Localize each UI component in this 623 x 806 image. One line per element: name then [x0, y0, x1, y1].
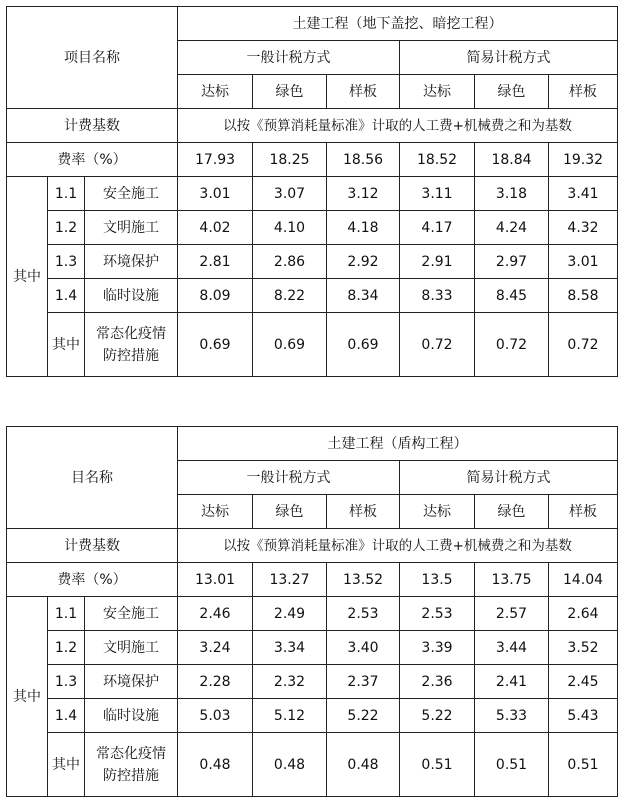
simple-tax-header: 简易计税方式	[400, 41, 618, 75]
item-value: 4.17	[400, 211, 475, 245]
rate-value: 13.75	[475, 563, 549, 597]
item-value: 2.49	[253, 597, 327, 631]
sub-item-value: 0.51	[400, 733, 475, 797]
item-name: 环境保护	[85, 245, 178, 279]
sub-item-value: 0.72	[475, 313, 549, 377]
base-text: 以按《预算消耗量标准》计取的人工费+机械费之和为基数	[178, 529, 618, 563]
group-label: 其中	[7, 597, 48, 797]
item-value: 4.10	[253, 211, 327, 245]
item-number: 1.4	[48, 699, 85, 733]
rate-value: 19.32	[549, 143, 618, 177]
item-value: 2.45	[549, 665, 618, 699]
sub-item-name-line2: 防控措施	[103, 767, 159, 784]
item-value: 8.22	[253, 279, 327, 313]
item-value: 2.57	[475, 597, 549, 631]
item-number: 1.2	[48, 211, 85, 245]
rate-value: 18.56	[327, 143, 400, 177]
item-name: 环境保护	[85, 665, 178, 699]
item-name: 安全施工	[85, 177, 178, 211]
item-value: 5.33	[475, 699, 549, 733]
item-value: 3.07	[253, 177, 327, 211]
engineering-header: 土建工程（地下盖挖、暗挖工程）	[178, 7, 618, 41]
item-value: 2.46	[178, 597, 253, 631]
item-value: 5.03	[178, 699, 253, 733]
level-header: 达标	[400, 75, 475, 109]
rate-label: 费率（%）	[7, 143, 178, 177]
level-header: 达标	[178, 75, 253, 109]
item-value: 2.64	[549, 597, 618, 631]
item-value: 3.01	[178, 177, 253, 211]
item-value: 2.32	[253, 665, 327, 699]
item-value: 2.97	[475, 245, 549, 279]
item-value: 2.91	[400, 245, 475, 279]
base-text: 以按《预算消耗量标准》计取的人工费+机械费之和为基数	[178, 109, 618, 143]
item-name: 文明施工	[85, 631, 178, 665]
rate-value: 18.52	[400, 143, 475, 177]
item-value: 3.24	[178, 631, 253, 665]
simple-tax-header: 简易计税方式	[400, 461, 618, 495]
item-value: 3.40	[327, 631, 400, 665]
item-number: 1.2	[48, 631, 85, 665]
item-value: 5.43	[549, 699, 618, 733]
level-header: 样板	[327, 75, 400, 109]
item-value: 4.24	[475, 211, 549, 245]
level-header: 绿色	[475, 495, 549, 529]
level-header: 样板	[549, 75, 618, 109]
item-value: 8.33	[400, 279, 475, 313]
item-name: 安全施工	[85, 597, 178, 631]
sub-group-label: 其中	[48, 313, 85, 377]
group-label: 其中	[7, 177, 48, 377]
item-value: 2.36	[400, 665, 475, 699]
item-value: 2.28	[178, 665, 253, 699]
item-name: 文明施工	[85, 211, 178, 245]
item-value: 2.92	[327, 245, 400, 279]
sub-item-value: 0.72	[400, 313, 475, 377]
item-value: 3.11	[400, 177, 475, 211]
item-name: 临时设施	[85, 699, 178, 733]
sub-item-value: 0.69	[327, 313, 400, 377]
level-header: 绿色	[475, 75, 549, 109]
item-value: 2.53	[327, 597, 400, 631]
sub-item-name	[85, 733, 178, 797]
item-value: 3.34	[253, 631, 327, 665]
sub-item-name-line1: 常态化疫情	[96, 325, 166, 342]
item-value: 2.53	[400, 597, 475, 631]
general-tax-header: 一般计税方式	[178, 461, 400, 495]
rate-value: 13.27	[253, 563, 327, 597]
sub-item-name	[85, 313, 178, 377]
fee-table-underground	[6, 6, 618, 377]
sub-item-value: 0.48	[327, 733, 400, 797]
item-value: 8.58	[549, 279, 618, 313]
rate-value: 14.04	[549, 563, 618, 597]
item-number: 1.4	[48, 279, 85, 313]
item-value: 5.22	[327, 699, 400, 733]
rate-label: 费率（%）	[7, 563, 178, 597]
item-value: 3.12	[327, 177, 400, 211]
item-value: 2.81	[178, 245, 253, 279]
sub-item-value: 0.69	[253, 313, 327, 377]
sub-item-value: 0.48	[178, 733, 253, 797]
item-value: 3.01	[549, 245, 618, 279]
item-value: 8.34	[327, 279, 400, 313]
level-header: 达标	[400, 495, 475, 529]
project-name-header: 项目名称	[7, 7, 178, 109]
rate-value: 18.25	[253, 143, 327, 177]
fee-table-shield	[6, 426, 618, 797]
level-header: 绿色	[253, 75, 327, 109]
rate-value: 18.84	[475, 143, 549, 177]
base-label: 计费基数	[7, 109, 178, 143]
level-header: 绿色	[253, 495, 327, 529]
rate-value: 13.52	[327, 563, 400, 597]
base-label: 计费基数	[7, 529, 178, 563]
item-value: 3.52	[549, 631, 618, 665]
item-value: 5.22	[400, 699, 475, 733]
item-value: 3.44	[475, 631, 549, 665]
item-value: 2.37	[327, 665, 400, 699]
sub-item-value: 0.48	[253, 733, 327, 797]
item-value: 8.09	[178, 279, 253, 313]
item-name: 临时设施	[85, 279, 178, 313]
item-value: 5.12	[253, 699, 327, 733]
engineering-header: 土建工程（盾构工程）	[178, 427, 618, 461]
item-number: 1.1	[48, 597, 85, 631]
sub-item-value: 0.51	[475, 733, 549, 797]
sub-item-name-line1: 常态化疫情	[96, 745, 166, 762]
rate-value: 13.01	[178, 563, 253, 597]
item-value: 3.18	[475, 177, 549, 211]
level-header: 样板	[549, 495, 618, 529]
item-value: 3.39	[400, 631, 475, 665]
sub-item-value: 0.51	[549, 733, 618, 797]
project-name-header: 目名称	[7, 427, 178, 529]
rate-value: 13.5	[400, 563, 475, 597]
sub-item-value: 0.72	[549, 313, 618, 377]
item-value: 3.41	[549, 177, 618, 211]
item-value: 4.02	[178, 211, 253, 245]
sub-item-name-line2: 防控措施	[103, 347, 159, 364]
item-value: 2.86	[253, 245, 327, 279]
rate-value: 17.93	[178, 143, 253, 177]
item-value: 2.41	[475, 665, 549, 699]
level-header: 样板	[327, 495, 400, 529]
item-number: 1.1	[48, 177, 85, 211]
general-tax-header: 一般计税方式	[178, 41, 400, 75]
sub-item-value: 0.69	[178, 313, 253, 377]
item-value: 4.18	[327, 211, 400, 245]
sub-group-label: 其中	[48, 733, 85, 797]
item-value: 4.32	[549, 211, 618, 245]
level-header: 达标	[178, 495, 253, 529]
item-value: 8.45	[475, 279, 549, 313]
item-number: 1.3	[48, 245, 85, 279]
item-number: 1.3	[48, 665, 85, 699]
